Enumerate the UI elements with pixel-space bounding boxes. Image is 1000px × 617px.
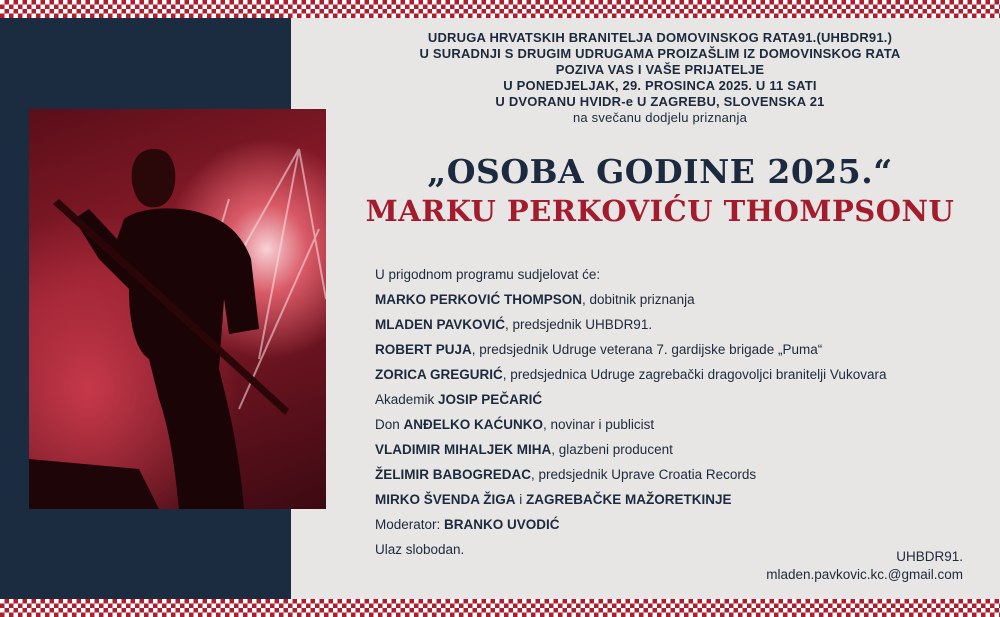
program-item (375, 387, 985, 412)
contact-email[interactable]: mladen.pavkovic.kc.@gmail.com (766, 567, 963, 582)
program-item-desc: , glazbeni producent (551, 442, 673, 457)
program-item-name: MIRKO ŠVENDA ŽIGA (375, 492, 516, 507)
program-item-desc: , predsjednik UHBDR91. (505, 317, 653, 332)
program-item-prefix: Don (375, 417, 404, 432)
contact-block (766, 548, 963, 584)
invitation-header (330, 30, 990, 126)
program-item-name: VLADIMIR MIHALJEK MIHA (375, 442, 552, 457)
program-list (375, 262, 985, 562)
program-item (375, 512, 985, 537)
program-item-desc: , dobitnik priznanja (582, 292, 695, 307)
program-item-desc: , predsjednik Udruge veterana 7. gardijske brigade „Puma“ (471, 342, 823, 357)
program-item-name: BRANKO UVODIĆ (444, 517, 560, 532)
header-line-occasion: na svečanu dodjelu priznanja (573, 110, 747, 125)
program-item (375, 487, 985, 512)
program-item-name: ZORICA GREGURIĆ (375, 367, 503, 382)
header-line-cooperation: U SURADNJI S DRUGIM UDRUGAMA PROIZAŠLIM IZ DOMOVINSKOG RATA (419, 46, 901, 61)
award-title: „OSOBA GODINE 2025.“ (427, 152, 893, 191)
program-item (375, 287, 985, 312)
header-line-organizer: UDRUGA HRVATSKIH BRANITELJA DOMOVINSKOG RATA91.(UHBDR91.) (427, 30, 893, 45)
checkered-border-bottom (0, 599, 1000, 617)
program-item-name: ANĐELKO KAĆUNKO (403, 417, 544, 432)
program-item-name: ROBERT PUJA (375, 342, 472, 357)
contact-org: UHBDR91. (896, 549, 963, 564)
program-item (375, 462, 985, 487)
program-item (375, 362, 985, 387)
program-item-prefix: Moderator: (375, 517, 445, 532)
program-item (375, 337, 985, 362)
program-item-desc: , predsjednik Uprave Croatia Records (531, 467, 757, 482)
performer-photo (29, 109, 326, 509)
program-intro: U prigodnom programu sudjelovat će: (375, 267, 601, 282)
program-item-name: MLADEN PAVKOVIĆ (375, 317, 506, 332)
program-closing: Ulaz slobodan. (375, 542, 465, 557)
award-recipient: MARKU PERKOVIĆU THOMPSONU (365, 194, 955, 228)
program-item (375, 437, 985, 462)
program-item (375, 412, 985, 437)
header-line-invite: POZIVA VAS I VAŠE PRIJATELJE (555, 62, 765, 77)
header-line-date: U PONEDJELJAK, 29. PROSINCA 2025. U 11 SATI (503, 78, 817, 93)
program-item (375, 312, 985, 337)
program-item-name: JOSIP PEČARIĆ (438, 392, 543, 407)
program-item-desc: i (515, 492, 527, 507)
program-item-desc: , predsjednica Udruge zagrebački dragovoljci branitelji Vukovara (502, 367, 887, 382)
header-line-venue: U DVORANU HVIDR-e U ZAGREBU, SLOVENSKA 21 (495, 94, 825, 109)
checkered-border-top (0, 0, 1000, 18)
program-item-name: MARKO PERKOVIĆ THOMPSON (375, 292, 583, 307)
program-item-prefix: Akademik (375, 392, 439, 407)
program-item-name: ŽELIMIR BABOGREDAC (375, 467, 531, 482)
program-item-desc: , novinar i publicist (543, 417, 655, 432)
program-item-name-secondary: ZAGREBAČKE MAŽORETKINJE (526, 492, 732, 507)
